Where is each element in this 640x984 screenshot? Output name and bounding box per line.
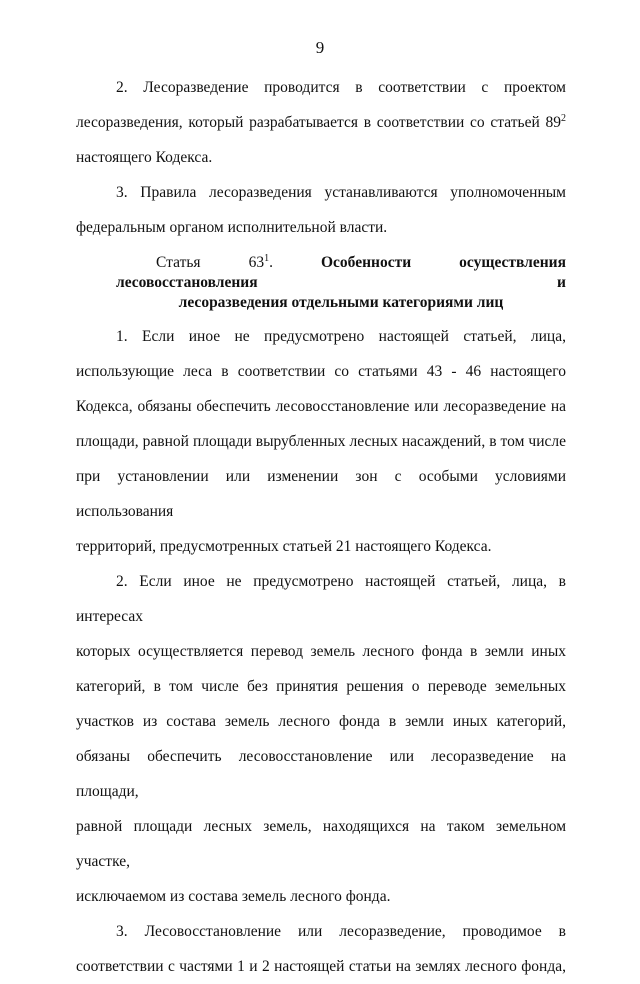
article-heading-line-1: Статья $63^1$. Особенности осуществления лесовосстановления и bbox=[116, 252, 566, 291]
paragraph-3-line-4: площади, равной площади вырубленных лесных насаждений, в том числе bbox=[76, 433, 566, 450]
paragraph-4-line-4: участков из состава земель лесного фонда в земли иных категорий, bbox=[76, 713, 566, 730]
article-heading bbox=[76, 253, 566, 313]
article-heading-line-2: лесоразведения отдельными категориями лиц bbox=[178, 294, 504, 311]
paragraph-1-line-2: лесоразведения, который разрабатывается в соответствии со статьей $89^2$ bbox=[76, 112, 566, 131]
paragraph-3-line-1: 1. Если иное не предусмотрено настоящей статьей, лица, bbox=[116, 328, 566, 345]
paragraph-4-line-2: которых осуществляется перевод земель лесного фонда в земли иных bbox=[76, 643, 566, 660]
paragraph-2-line-2: федеральным органом исполнительной власти. bbox=[76, 219, 388, 236]
paragraph-1-line-1: 2. Лесоразведение проводится в соответствии с проектом bbox=[116, 79, 566, 96]
paragraph-4-line-7: исключаемом из состава земель лесного фонда. bbox=[76, 888, 391, 905]
paragraph-3 bbox=[76, 319, 566, 564]
paragraph-1 bbox=[76, 70, 566, 175]
paragraph-5 bbox=[76, 914, 566, 984]
paragraph-4 bbox=[76, 564, 566, 914]
paragraph-4-line-5: обязаны обеспечить лесовосстановление или лесоразведение на площади, bbox=[76, 748, 566, 800]
superscript: 2 bbox=[561, 112, 566, 124]
paragraph-3-line-3: Кодекса, обязаны обеспечить лесовосстановление или лесоразведение на bbox=[76, 398, 566, 415]
paragraph-3-line-2: использующие леса в соответствии со статьями 43 - 46 настоящего bbox=[76, 363, 566, 380]
paragraph-2 bbox=[76, 175, 566, 245]
page-number: 9 bbox=[315, 38, 325, 57]
paragraph-5-line-2: соответствии с частями 1 и 2 настоящей статьи на землях лесного фонда, bbox=[76, 958, 566, 975]
paragraph-3-line-6: территорий, предусмотренных статьей 21 настоящего Кодекса. bbox=[76, 538, 492, 555]
paragraph-1-line-3: настоящего Кодекса. bbox=[76, 149, 213, 166]
paragraph-2-line-1: 3. Правила лесоразведения устанавливаются уполномоченным bbox=[116, 184, 566, 201]
paragraph-4-line-6: равной площади лесных земель, находящихся на таком земельном участке, bbox=[76, 818, 566, 870]
paragraph-4-line-3: категорий, в том числе без принятия решения о переводе земельных bbox=[76, 678, 566, 695]
paragraph-3-line-5: при установлении или изменении зон с особыми условиями использования bbox=[76, 468, 566, 520]
paragraph-4-line-1: 2. Если иное не предусмотрено настоящей статьей, лица, в интересах bbox=[76, 573, 566, 625]
paragraph-5-line-1: 3. Лесовосстановление или лесоразведение, проводимое в bbox=[116, 923, 566, 940]
document-body bbox=[76, 70, 566, 984]
